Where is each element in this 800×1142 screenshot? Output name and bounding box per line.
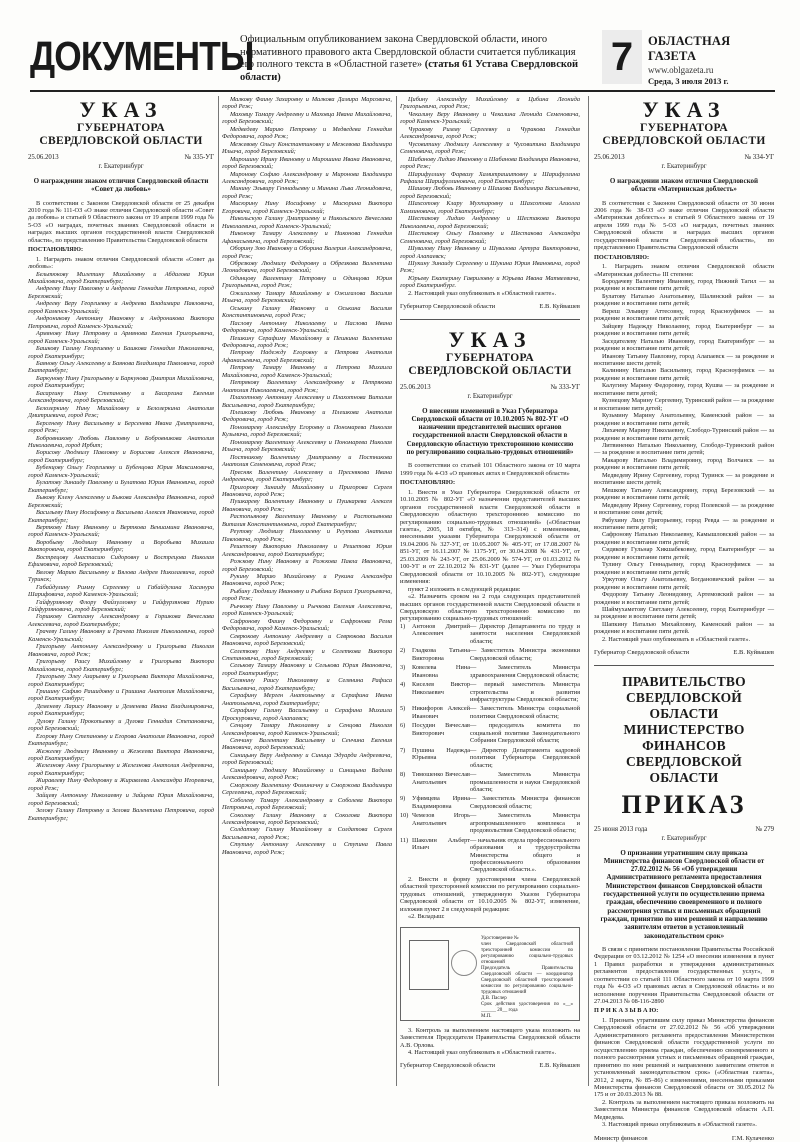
awardee-item: Грачеву Галину Ивановну и Грачева Николая Николаевича, город Каменск-Уральский;: [28, 628, 214, 643]
awardee-item: Пономареву Александру Егоровну и Пономарева Николая Кузьмича, город Березовский;: [222, 423, 392, 439]
decree-item: 1. Наградить знаком отличия Свердловской области «Материнская доблесть» III степени:: [594, 263, 774, 278]
signature-name: Е.В. Куйвашев: [539, 303, 580, 311]
awardee-item: Шашову Любовь Ивановну и Шашова Владимира Васильевича, город Березовский;: [400, 185, 580, 200]
decree-title: УКАЗ: [79, 97, 163, 122]
awardee-item: Шахсотову Клару Мухтаровну и Шахсотова Агиолла Хамзиновича, город Екатеринбург;: [400, 200, 580, 215]
awardee-item: Рябухину Лилу Григорьевну, город Ревда — за рождение и воспитание пяти детей;: [594, 516, 774, 531]
awardee-item: Оськину Галину Ивановну и Оськина Василия Константиновича, город Реж;: [222, 304, 392, 320]
awardee-item: Оборину Зою Ивановну и Оборина Валерия Александровича, город Реж;: [222, 245, 392, 260]
awardee-item: Григорьеву Раису Михайловну и Григорьева Виктора Михайловича, город Екатеринбург;: [28, 658, 214, 673]
awardee-item: Васильеву Нину Иосифовну и Васильева Алексея Ивановича, город Екатеринбург;: [28, 509, 214, 524]
decree-number: № 335-УГ: [184, 154, 214, 161]
member-position: — Заместитель Министра финансов Свердловской области;: [470, 795, 580, 810]
awardee-item: Никольскую Галину Дмитриевну и Никольского Вячеслава Николаевича, город Каменск-Уральский;: [222, 215, 392, 230]
member-row: [400, 664, 580, 679]
column-4: [594, 96, 774, 1142]
signature-position: Губернатор Свердловской области: [400, 303, 496, 311]
decree-title: УКАЗ: [642, 97, 726, 122]
order-city: г. Екатеринбург: [661, 835, 707, 843]
awardee-item: Бородачеву Валентину Ивановну, город Нижний Тагил — за рождение и воспитание пяти детей;: [594, 278, 774, 293]
issue-date: Среда, 3 июля 2013 г.: [648, 76, 729, 86]
awardee-item: Сморжову Валентину Фоминичну и Сморжова Владимира Сергеевича, город Березовский;: [222, 781, 392, 797]
decree-date-number: [28, 154, 214, 161]
member-row: [400, 747, 580, 769]
decree-number: № 333-УГ: [550, 383, 580, 391]
awardees-list: [594, 278, 774, 636]
decree-item: пункт 2 изложить в следующей редакции:: [408, 585, 521, 593]
member-position: — председатель комитета по социальной политике Законодательного Собрания Свердловской области;: [470, 722, 580, 745]
awardee-item: Башкову Галину Георгиевну и Башкова Геннадия Николаевича, город Екатеринбург;: [28, 345, 214, 360]
decree-item: 3. Контроль за выполнением настоящего указа возложить на Заместителя Председателя Правительства Свердловской области А.В. Орлова.: [400, 1026, 580, 1049]
certificate-validity: Срок действия удостоверения по «__» ______ 20__ года: [481, 1001, 573, 1013]
awardee-item: Пономареву Валентину Алексеевну и Пономарева Николая Ильича, город Березовский;: [222, 438, 392, 454]
signature-name: Г.М. Кулаченко: [731, 1134, 774, 1142]
certificate-header: Удостоверение №: [481, 935, 519, 941]
member-row: [400, 722, 580, 744]
signature: [594, 649, 774, 656]
member-position: — Заместитель Министра экономики Свердловской области;: [470, 647, 580, 662]
decree-subject: О внесении изменений в Указ Губернатора Свердловской области от 10.10.2005 № 802-УГ «О назначении представителей высших органов государственной власти Свердловской области в Свердловскую областную трехстороннюю комиссию по регулированию социально-трудовых отношений»: [406, 406, 574, 457]
decree-date: 25.06.2013: [28, 154, 59, 161]
member-position: — Заместитель Министра здравоохранения Свердловской области;: [470, 664, 580, 679]
commission-members-table: [400, 623, 580, 874]
awardee-item: Малкову Фаину Захаровну и Малкова Дамира Марсовича, город Реж;: [222, 96, 392, 111]
awardees-list: [222, 96, 392, 856]
member-row: [400, 771, 580, 793]
awardee-item: Мешкову Татьяну Александровну, город Березовский — за рождение и воспитание пяти детей;: [594, 486, 774, 502]
order-item: 1. Признать утратившим силу приказ Министерства финансов Свердловской области от 27.02.2012 № 56 «Об утверждении Административного регламента предоставления Министерством финансов Свердловской области государственной услуги по осуществлению приема граждан, обеспечению своевременного и полного рассмотрения устных и письменных обращений граждан, принятию по ним решений и направлению заявителям ответов в установленный законодательством срок» («Областная газета», 2012, 2 марта, № 85–86) с изменениями, внесенными приказами Министерства финансов Свердловской области от 30.05.2012 № 175 и от 20.03.2013 № 88.: [594, 1016, 774, 1099]
awardee-item: Решетову Викторию Николаевну и Решетова Юрия Александровича, город Екатеринбург;: [222, 543, 392, 558]
awardee-item: Егорову Нину Степановну и Егорова Анатолия Ивановича, город Екатеринбург;: [28, 732, 214, 748]
decree-intro: В соответствии с Законом Свердловской области от 25 декабря 2010 года № 111-ОЗ «О знаке отличия Свердловской области «Совет да любовь» и статьей 9 Областного закона от 19 апреля 1999 года № 5-ОЗ «О наградах, почетных званиях Свердловской области и наградах высших органов государственной власти Свердловской области», по представлению Правительства Свердловской области: [28, 199, 214, 244]
signature-position: Министр финансов: [594, 1134, 648, 1142]
decree-item: 1. Внести в Указ Губернатора Свердловской области от 10.10.2005 № 802-УГ «О назначении представителей высших органов государственной власти Свердловской области в Свердловскую областную трехстороннюю комиссию по регулированию социально-трудовых отношений» («Областная газета», 2005, 18 октября, № 313–314) с изменениями, внесенными указами Губернатора Свердловской области от 19.04.2006 № 327-УГ, от 10.05.2007 № 405-УГ, от 17.08.2007 № 851-УГ, от 16.11.2007 № 1175-УГ, от 30.04.2008 № 431-УГ, от 25.03.2009 № 243-УГ, от 25.06.2009 № 574-УГ, от 01.03.2012 № 100-УГ и от 22.10.2012 № 831-УГ (далее — Указ Губернатора Свердловской области от 10.10.2005 № 802-УГ), следующие изменения:: [400, 488, 580, 586]
member-row: [400, 623, 580, 645]
member-index: 2): [400, 647, 406, 655]
awardee-item: Калинину Наталью Васильевну, город Красноуфимск — за рождение и воспитание пяти детей;: [594, 367, 774, 382]
awardee-item: Заседателеву Наталью Ивановну, город Екатеринбург — за рождение и воспитание пяти детей;: [594, 337, 774, 353]
member-position: — Заместитель Министра социальной политики Свердловской области;: [470, 705, 580, 720]
column-divider: [218, 96, 219, 1086]
decree-city: г. Екатеринбург: [661, 163, 707, 171]
awardee-item: Лихачеву Марину Николаевну, Слободо-Туринский район — за рождение и воспитание пяти детей;: [594, 427, 774, 442]
member-name: Гладкова Татьяна Викторовна: [412, 647, 470, 662]
awardee-item: Медведеву Марию Петровну и Медведева Геннадия Федоровича, город Реж;: [222, 125, 392, 141]
member-position: — Директор Департамента по труду и занятости населения Свердловской области;: [470, 622, 580, 645]
awardee-item: Пригорову Зинаиду Михайловну и Пригорова Сергея Ивановича, город Реж;: [222, 483, 392, 499]
decree-issuer: ГУБЕРНАТОРА СВЕРДЛОВСКОЙ ОБЛАСТИ: [39, 122, 203, 147]
decree-intro: В соответствии с Законом Свердловской области от 30 июня 2006 года № 38-ОЗ «О знаке отличия Свердловской области «Материнская доблесть»» и статьей 9 Областного закона от 19 апреля 1999 года № 5-ОЗ «О наградах, почетных званиях Свердловской области и наградах высших органов государственной власти Свердловской области», по представлению Правительства Свердловской области: [594, 199, 774, 252]
publication-note-text: Официальным опубликованием закона Свердловской области, иного нормативного правового акта Свердловской области считается публикация его полного текста в «Областной газете»: [240, 34, 576, 70]
awardee-item: Бельтюкову Милетину Михайловну и Абдалова Юрия Михайловича, город Екатеринбург;: [28, 270, 214, 286]
awardee-item: Пешкину Серафиму Михайловну и Пешкина Валентина Федоровича, город Реж;: [222, 334, 392, 349]
newspaper-name: ОБЛАСТНАЯ ГАЗЕТА: [648, 34, 731, 63]
awardee-item: Басаргину Нину Степановну и Басаргина Евгения Александровича, город Березовский;: [28, 389, 214, 405]
certificate-sign: Председатель Правительства Свердловской области — координатор Свердловской областной трехсторонней комиссии по регулированию социально-трудовых отношений: [481, 965, 573, 995]
awardee-item: Воробьеву Людмилу Ивановну и Воробьева Михаила Викторовича, город Екатеринбург;: [28, 538, 214, 554]
member-name: Посудин Вячеслав Викторович: [412, 722, 470, 737]
awardee-item: Медведеву Ирину Сергеевну, город Туринск — за рождение и воспитание шести детей;: [594, 471, 774, 487]
order-item: 3. Настоящий приказ опубликовать в «Областной газете».: [602, 1121, 757, 1129]
decree-item: «2. Назначить сроком на 2 года следующих представителей высших органов государственной власти Свердловской области в Свердловскую областную трехстороннюю комиссию по регулированию социально-трудовых отношений:: [400, 593, 580, 623]
member-index: 6): [400, 722, 406, 730]
awardee-item: Сидякову Гульнар Хикшабековну, город Екатеринбург — за рождение и воспитание пяти детей;: [594, 546, 774, 561]
awardee-item: Армянову Нину Петровну и Армянова Евгения Григорьевича, город Каменск-Уральский;: [28, 330, 214, 345]
awardee-item: Верткову Нину Ивановну и Верткова Вениамина Ивановича, город Каменск-Уральский;: [28, 523, 214, 539]
newspaper-info: [648, 34, 775, 87]
awardee-item: Шаймухаметову Светлану Алексеевну, город Екатеринбург — за рождение и воспитание пяти детей;: [594, 605, 774, 621]
order-subject: О признании утратившим силу приказа Министерства финансов Свердловской области от 27.02.2012 № 56 «Об утверждении Административного регламента предоставления Министерством финансов Свердловской области государственной услуги по осуществлению приема граждан, обеспечению своевременного и полного рассмотрения устных и письменных обращений граждан, принятию по ним решений и направлению заявителям ответов в установленный законодательством срок»: [600, 848, 768, 940]
awardee-item: Андроникову Антонину Ивановну и Андроникова Виктора Петровича, город Каменск-Уральский;: [28, 315, 214, 330]
awardee-item: Григорьеву Антонину Александровну и Григорьева Николая Ивановича, город Реж;: [28, 643, 214, 658]
awardee-item: Сенчину Валентину Васильевну и Сенчина Евгения Ивановича, город Березовский;: [222, 736, 392, 752]
member-row: [400, 795, 580, 810]
awardee-item: Шестакову Лидию Андреевну и Шестакова Виктора Николаевича, город Березовский;: [400, 215, 580, 230]
awardee-item: Рыбину Людмилу Ивановну и Рыбина Бориса Григорьевича, город Реж;: [222, 587, 392, 603]
awardee-item: Гришину Сафию Рашидовну и Гришина Анатолия Михайловича, город Екатеринбург;: [28, 687, 214, 703]
member-position: — начальник отдела профессионального образования и трудоустройства Министерства общего и профессионального образования Свердловской области.».: [470, 836, 580, 874]
awardee-item: Григорьеву Элеу Азарьевну и Григорьева Виктора Михайловича, город Екатеринбург;: [28, 673, 214, 688]
signature-position: Губернатор Свердловской области: [400, 1062, 496, 1070]
awardee-item: Одинцову Валентину Петровну и Одинцова Юрия Григорьевича, город Реж;: [222, 274, 392, 290]
awardee-item: Борисову Людмилу Павловну и Борисова Алексея Ивановича, город Екатеринбург;: [28, 449, 214, 464]
awardee-item: Паслову Антонину Николаевну и Паслова Ивана Федоровича, город Каменск-Уральский;: [222, 319, 392, 335]
member-position: — первый заместитель Министра строительства и развития инфраструктуры Свердловской области;: [470, 681, 580, 703]
awardee-item: Шестакову Ольгу Павловну и Шестакова Александра Семеновича, город Березовский;: [400, 230, 580, 245]
decree-resolution: ПОСТАНОВЛЯЮ:: [28, 246, 84, 254]
awardee-item: Гайфурзянову Флору Файзулловну и Гайфурзянова Нурию Гайфурзяновича, город Березовский;: [28, 598, 214, 613]
awardee-item: Петрову Тамару Ивановну и Петрова Михаила Михайловича, город Каменск-Уральский;: [222, 364, 392, 379]
certificate-form: [400, 927, 580, 1021]
awardee-item: Сафронову Фаину Федоровну и Сафронова Рема Федоровича, город Каменск-Уральский;: [222, 617, 392, 633]
awardee-item: Иванову Татьяну Павловну, город Алапаевск — за рождение и воспитание шести детей;: [594, 352, 774, 368]
order-date: 25 июня 2013 года: [594, 825, 648, 833]
signature-name: Е.В. Куйвашев: [733, 649, 774, 657]
page-number: 7: [602, 30, 642, 84]
certificate-seal: М.П.: [481, 1013, 492, 1019]
order-number: № 279: [755, 825, 774, 833]
awardee-item: Ступину Антонину Алексеевну и Ступина Павла Ивановича, город Реж;: [222, 841, 392, 856]
awardee-item: Дулову Галину Прокопьевну и Дулова Геннадия Степановича, город Березовский;: [28, 717, 214, 733]
column-divider: [396, 96, 397, 1086]
awardee-item: Рычкову Нину Павловну и Рычкова Евгения Алексеевича, город Каменск-Уральский;: [222, 602, 392, 618]
awardee-item: Шарифуллину Фарвазу Хамитрашитовну и Шарифуллина Рафаила Шарифуллиновича, город Екатеринбург;: [400, 170, 580, 185]
awardee-item: Цибину Александру Михайловну и Цибина Леонида Григорьевича, город Реж;: [400, 96, 580, 111]
decree-item: 2. Настоящий указ опубликовать в «Областной газете».: [408, 289, 557, 297]
awardee-item: Шувалову Нину Ивановну и Шувалова Артура Викторовича, город Алапаевск;: [400, 245, 580, 260]
awardee-item: Севрюкову Антонину Андреевну и Севрюкова Василия Ивановича, город Березовский;: [222, 632, 392, 648]
awardee-item: Селькову Тамару Ивановну и Селькова Юрия Ивановича, город Екатеринбург;: [222, 662, 392, 677]
member-row: [400, 837, 580, 874]
awardee-item: Плешкову Любовь Ивановну и Плешкова Анатолия Федоровича, город Реж;: [222, 409, 392, 424]
awardee-item: Быкову Клену Алексеевну и Быкова Александра Ивановича, город Березовский;: [28, 494, 214, 509]
certificate-signer: Д.В. Паслер: [481, 995, 507, 1001]
member-index: 1): [400, 622, 406, 630]
member-name: Киселев Виктор Николаевич: [412, 681, 470, 696]
member-index: 4): [400, 681, 406, 689]
section-divider: [594, 665, 774, 666]
member-index: 8): [400, 771, 406, 779]
decree-number: № 334-УГ: [744, 154, 774, 161]
member-row: [400, 812, 580, 834]
order-resolution: П Р И К А З Ы В А Ю:: [594, 1007, 659, 1015]
awardee-item: Федорову Татьяну Леонидовну, Артемовский район — за рождение и воспитание пяти детей;: [594, 591, 774, 606]
awardees-list: [28, 271, 214, 823]
decree-resolution: ПОСТАНОВЛЯЮ:: [400, 479, 456, 487]
awardee-item: Сенцову Тамару Николаевну и Сенцова Николая Александровича, город Каменск-Уральский;: [222, 722, 392, 737]
awardee-item: Булатову Наталью Анатольевну, Шалинский район — за рождение и воспитание пяти детей;: [594, 292, 774, 308]
awardee-item: Вялову Марию Васильевну и Вялова Андрея Николаевича, город Туринск;: [28, 568, 214, 584]
order-title: ПРИКАЗ: [621, 789, 747, 819]
awardee-item: Юрьеву Екатерину Гавриловну и Юрьева Ивана Матвеевича, город Екатеринбург.: [400, 274, 580, 290]
member-index: 7): [400, 746, 406, 754]
awardee-item: Чуракову Римму Сергеевну и Чуракова Геннадия Александровича, город Реж;: [400, 125, 580, 141]
member-position: — Заместитель Министра агропромышленного комплекса и продовольствия Свердловской области;: [470, 812, 580, 835]
decree-item: 4. Настоящий указ опубликовать в «Областной газете».: [408, 1049, 557, 1057]
signature-name: Е.В. Куйвашев: [539, 1062, 580, 1070]
awardee-item: Шабанову Лидию Ивановну и Шабанова Владимира Ивановича, город Реж;: [400, 155, 580, 171]
publication-note-bold: (статья 61 Устава Свердловской области): [240, 59, 579, 83]
member-name: Чемезов Игорь Анатольевич: [412, 812, 470, 827]
member-name: Ковелева Нина Ивановна: [412, 664, 470, 679]
member-name: Уфимцева Ирина Владимировна: [412, 795, 470, 810]
decree-item: 2. Внести в форму удостоверения члена Свердловской областной трехсторонней комиссии по регулированию социально-трудовых отношений, утвержденную Указом Губернатора Свердловской области от 10.10.2005 № 802-УГ, изменение, изложив пункт 2 в следующей редакции:: [400, 875, 580, 913]
member-row: [400, 681, 580, 703]
order-item: 2. Контроль за выполнением настоящего приказа возложить на Заместителя Министра финансов Свердловской области А.П. Медведева.: [594, 1098, 774, 1121]
awardee-item: Габайдулину Римму Сергеевну и Габайдулина Хасанура Шарифовича, город Каменск-Уральский;: [28, 583, 214, 599]
member-name: Тимошенко Вячеслав Анатольевич: [412, 771, 470, 786]
member-index: 5): [400, 705, 406, 713]
awardee-item: Медведеву Ирину Сергеевну, город Полевской — за рождение и воспитание семи детей;: [594, 501, 774, 517]
awardee-item: Синицыну Веру Андреевну и Синица Эдуарда Андреевича, город Березовский;: [222, 751, 392, 767]
awardee-item: Обрезкову Людмилу Федоровну и Обрезкова Валентина Леонидовича, город Березовский;: [222, 259, 392, 275]
member-name: Шаколин Альберт Ильич: [412, 836, 470, 852]
coat-of-arms-icon: [451, 950, 477, 976]
signature: [400, 303, 580, 310]
awardee-item: Жиравлеву Нину Федоровну и Жиравлева Александра Игоревича, город Реж;: [28, 777, 214, 792]
decree-title: УКАЗ: [448, 326, 532, 352]
publication-note: [240, 34, 585, 84]
awardee-item: Серафину Галину Васильевну и Серафина Михаила Проскуровича, город Алапаевск;: [222, 707, 392, 722]
certificate-body: член Свердловской областной трехсторонней комиссии по регулированию социально-трудовых отношений: [481, 941, 573, 965]
decree-item: «2. Вкладыш:: [408, 913, 445, 921]
awardee-item: Синицыну Людмилу Михайловну и Синицына Вадима Александровича, город Реж;: [222, 766, 392, 782]
awardee-item: Булатову Зинаиду Павловну и Булатова Юрия Ивановича, город Екатеринбург;: [28, 479, 214, 494]
decree-subject: О награждении знаком отличия Свердловской области «Материнская доблесть»: [609, 176, 759, 194]
section-divider: [400, 319, 580, 320]
member-index: 9): [400, 795, 406, 803]
awardee-item: Вереш Эльвиру Аттесовну, город Красноуфимск — за рождение и воспитание пяти детей;: [594, 307, 774, 323]
awardee-item: Соколову Галину Ивановну и Соколова Виктора Александровича, город Березовский;: [222, 811, 392, 826]
ministry-title: ПРАВИТЕЛЬСТВО СВЕРДЛОВСКОЙ ОБЛАСТИ МИНИСТЕРСТВО ФИНАНСОВ СВЕРДЛОВСКОЙ ОБЛАСТИ: [622, 673, 746, 785]
member-name: Никифоров Алексей Иванович: [412, 705, 470, 720]
masthead: [30, 28, 775, 92]
awardee-item: Селянину Раису Николаевну и Селянина Рафиса Васильевича, город Екатеринбург;: [222, 677, 392, 692]
awardee-item: Вострецову Анастасию Сидоровну и Вострецова Николая Ефимовича, город Березовский;: [28, 553, 214, 569]
decree-city: г. Екатеринбург: [98, 163, 144, 171]
awardee-item: Зелову Галину Петровну и Зелова Валентина Петровича, город Екатеринбург;: [28, 807, 214, 822]
awardee-item: Никонову Тамару Алексеевну и Никонова Геннадия Афанасьевича, город Березовский;: [222, 230, 392, 245]
awardee-item: Мирошину Ирину Ивановну и Мирошина Ивана Ивановича, город Березовский;: [222, 155, 392, 171]
awardee-item: Мисюрину Нину Иосифовну и Мисюрина Виктора Егоровича, город Каменск-Уральский;: [222, 200, 392, 215]
decree-subject: О награждении знаком отличия Свердловской области «Совет да любовь»: [33, 176, 209, 194]
awardee-item: Белозеркину Нину Михайловну и Белозеркина Анатолия Дмитриевича, город Реж;: [28, 404, 214, 420]
awardee-item: Баркунову Нину Григорьевну и Баркунова Дмитрия Михайловича, город Екатеринбург;: [28, 374, 214, 390]
awardee-item: Чусовитину Людмилу Алексеевну и Чусовитина Владимира Семеновича, город Реж;: [400, 140, 580, 156]
decree-intro: В соответствии со статьей 101 Областного закона от 10 марта 1999 года № 4-ОЗ «О правовых актах в Свердловской области»: [400, 462, 580, 477]
awardee-item: Зайцеву Антонину Николаевну и Зайцева Юрия Михайловича, город Березовский;: [28, 792, 214, 807]
signature: [594, 1135, 774, 1142]
awardee-item: Андрееву Нину Павловну и Андреева Геннадия Петровича, город Березовский;: [28, 285, 214, 300]
awardee-item: Пресняк Валентину Алексеевну и Преснякова Ивана Андреевича, город Екатеринбург;: [222, 468, 392, 484]
awardee-item: Постникову Валентину Дмитриевну и Постникова Анатолия Семеновича, город Реж;: [222, 453, 392, 469]
awardee-item: Сафронову Наталью Николаевну, Камышловский район — за рождение и воспитание пяти детей;: [594, 531, 774, 546]
awardee-item: Межевову Ольгу Константиновну и Межевова Владимира Ильича, город Березовский;: [222, 140, 392, 156]
member-position: — Директор Департамента кадровой политики Губернатора Свердловской области;: [470, 746, 580, 769]
column-2: [222, 96, 392, 1086]
awardee-item: Минину Эльвиру Геннадьевну и Минина Льва Леонидовича, город Реж;: [222, 185, 392, 200]
awardee-item: Соболеву Тамару Александровну и Соболева Виктора Петровича, город Березовский;: [222, 796, 392, 812]
awardee-item: Ожигалову Тамару Михайловну и Ожигалова Василия Ильича, город Березовский;: [222, 289, 392, 305]
awardee-item: Чекалину Веру Ивановну и Чекалина Леонида Семеновича, город Каменск-Уральский;: [400, 110, 580, 126]
column-1: [28, 96, 214, 1086]
awardee-item: Петрякову Валентину Александровну и Петрякова Анатолия Николаевича, город Реж;: [222, 379, 392, 394]
decree-item: 2. Настоящий указ опубликовать в «Областной газете».: [602, 635, 751, 643]
awardee-item: Бубенцову Ольгу Георгиевну и Бубенцова Юрия Максимовича, город Каменск-Уральский;: [28, 464, 214, 479]
awardee-item: Рожкову Нину Ивановну и Рожкова Павла Ивановича, город Березовский;: [222, 558, 392, 573]
awardee-item: Калугину Марину Федоровну, город Кушва — за рождение и воспитание пяти детей;: [594, 382, 774, 397]
awardee-item: Пушкареву Валентину Ивановну и Пушкарева Алексея Ивановича, город Реж;: [222, 498, 392, 513]
decree-resolution: ПОСТАНОВЛЯЮ:: [594, 253, 650, 261]
column-divider: [588, 96, 589, 1086]
awardee-item: Железнову Анну Григорьевну и Железнова Анатолия Андреевича, город Екатеринбург;: [28, 762, 214, 777]
awardee-item: Зайцеву Надежду Николаевну, город Екатеринбург — за рождение и воспитание пяти детей;: [594, 322, 774, 338]
awardee-item: Маховцу Тамару Андреевну и Маховца Ивана Михайловича, город Березовский;: [222, 110, 392, 126]
column-3: [400, 96, 580, 1091]
member-row: [400, 647, 580, 662]
awardee-item: Тулину Ольгу Геннадьевну, город Красноуфимск — за рождение и воспитание пяти детей;: [594, 561, 774, 576]
awardee-item: Реутову Людмилу Николаевну и Реутова Анатолия Павловича, город Реж;: [222, 528, 392, 543]
member-name: Антонов Дмитрий Алексеевич: [412, 622, 470, 638]
awardee-item: Макарову Наталью Владимировну, город Волчанск — за рождение и воспитание пяти детей;: [594, 456, 774, 472]
decree-issuer: ГУБЕРНАТОРА СВЕРДЛОВСКОЙ ОБЛАСТИ: [408, 351, 572, 377]
member-index: 3): [400, 664, 406, 672]
member-row: [400, 705, 580, 720]
order-date-number: [594, 826, 774, 833]
awardee-item: Солдатову Галину Михайловну и Солдатова Сергея Васильевича, город Реж;: [222, 826, 392, 841]
awardee-item: Берсеневу Нину Васильевну и Берсенева Ивана Дмитриевича, город Реж;: [28, 419, 214, 435]
section-title: ДОКУМЕНТЫ: [30, 33, 254, 79]
member-position: — Заместитель Министра промышленности и науки Свердловской области;: [470, 771, 580, 793]
order-intro: В связи с принятием постановления Правительства Российской Федерации от 03.12.2012 № 1254 «О внесении изменения в пункт 1 Правил разработки и утверждения административных регламентов предоставления государственных услуг», в соответствии со статьей 111 Областного закона от 10 марта 1999 года № 4-ОЗ «О правовых актах в Свердловской области» и во исполнение поручения Правительства Свердловской области от 27.04.2013 № 08-116-2890: [594, 945, 774, 1006]
decree-item: 1. Наградить знаком отличия Свердловской области «Совет да любовь»:: [28, 255, 214, 271]
awardees-list: [400, 96, 580, 290]
awardee-item: Плахотнову Антонину Алексеевну и Плахотнова Виталия Васильевича, город Екатеринбург;: [222, 394, 392, 409]
signature-position: Губернатор Свердловской области: [594, 649, 690, 657]
awardee-item: Петрову Надежду Егоровну и Петрова Анатолия Афанасьевича, город Березовский;: [222, 349, 392, 364]
decree-date: 25.06.2013: [400, 383, 431, 391]
photo-placeholder: [409, 940, 449, 990]
awardee-item: Кузнецову Марину Сергеевну, Туринский район — за рождение и воспитание пяти детей;: [594, 397, 774, 412]
signature: [400, 1062, 580, 1069]
awardee-item: Деменеву Ларису Ивановну и Деменева Ивана Владимировича, город Екатеринбург;: [28, 702, 214, 718]
decree-city: г. Екатеринбург: [467, 393, 513, 401]
awardee-item: Селеткову Нину Андреевну и Селеткова Виктора Степановича, город Березовский;: [222, 647, 392, 662]
awardee-item: Андрееву Веру Георгиевну и Андреева Владимира Павловича, город Каменск-Уральский;: [28, 300, 214, 315]
awardee-item: Шапкину Наталью Михайловну, Каменский район — за рождение и воспитание пяти детей.: [594, 620, 774, 636]
awardee-item: Бобровникову Любовь Павловну и Бобровникова Анатолия Николаевича, город Ирбит;: [28, 434, 214, 449]
website-link[interactable]: www.oblgazeta.ru: [648, 65, 714, 75]
awardee-item: Шукину Зинаиду Сергеевну и Шукина Юрия Ивановича, город Реж;: [400, 259, 580, 275]
decree-issuer: ГУБЕРНАТОРА СВЕРДЛОВСКОЙ ОБЛАСТИ: [602, 122, 766, 147]
awardee-item: Кузьмину Марину Анатольевну, Каменский район — за рождение и воспитание пяти детей;: [594, 412, 774, 427]
awardee-item: Литвиненко Наталью Николаевну, Слободо-Туринский район — за рождение и воспитание пяти детей;: [594, 442, 774, 457]
member-name: Пушина Надежда Юрьевна: [412, 746, 470, 762]
awardee-item: Рукину Марию Михайловну и Рукина Александра Ивановича, город Реж;: [222, 573, 392, 588]
awardee-item: Серафину Мерген Анатольевну и Серафина Ивана Анатольевича, город Екатеринбург;: [222, 692, 392, 707]
awardee-item: Горшкову Светлану Александровну и Горшкова Вячеслава Алексеевича, город Екатеринбург;: [28, 613, 214, 628]
awardee-item: Растопьянову Валентину Ивановну и Растопьянова Виталия Константиновича, город Екатеринбург;: [222, 513, 392, 528]
decree-date-number: [400, 384, 580, 391]
awardee-item: Жежееву Людмилу Ивановну и Жежеева Виктора Ивановича, город Екатеринбург;: [28, 747, 214, 763]
decree-date-number: [594, 154, 774, 161]
certificate-text: [481, 936, 573, 1020]
awardee-item: Миронову Софию Александровну и Миронова Владимира Александровича, город Реж;: [222, 170, 392, 185]
decree-date: 25.06.2013: [594, 154, 625, 161]
member-index: 11): [400, 836, 409, 844]
awardee-item: Уркутову Ольгу Анатольевну, Богдановичский район — за рождение и воспитание пяти детей;: [594, 576, 774, 591]
awardee-item: Баянову Ольгу Алексеевну и Баянова Владимира Павловича, город Екатеринбург;: [28, 360, 214, 375]
member-index: 10): [400, 812, 409, 820]
